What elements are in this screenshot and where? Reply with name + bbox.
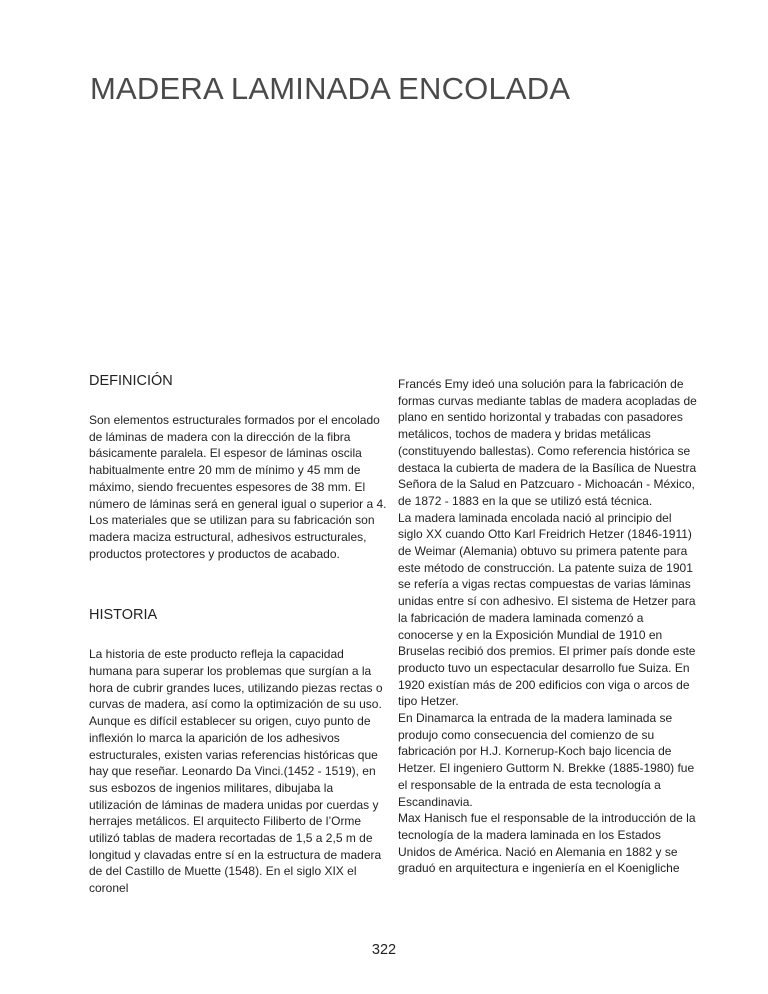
section-heading-historia: HISTORIA	[89, 607, 158, 624]
paragraph: Los materiales que se utilizan para su fabricación son madera maciza estructural, adhesivos estructurales, productos protectores y productos de acabado.	[89, 513, 375, 561]
paragraph: En Dinamarca la entrada de la madera laminada se produjo como consecuencia del comienzo de su fabricación por H.J. Kornerup-Koch bajo licencia de Hetzer. El ingeniero Guttorm N. Brekke (1885-1980) fue el responsable de la entrada de esta tecnología a Escandinavia.	[398, 711, 695, 809]
paragraph: La madera laminada encolada nació al principio del siglo XX cuando Otto Karl Freidrich Hetzer (1846-1911) de Weimar (Alemania) obtuvo su primera patente para este método de construcción. La patente suiza de 1901 se refería a vigas rectas compuestas de varias láminas unidas entre sí con adhesivo. El sistema de Hetzer para la fabricación de madera laminada comenzó a conocerse y en la Exposición Mundial de 1910 en Bruselas recibió dos premios. El primer país donde este producto tuvo un espectacular desarrollo fue Suiza. En 1920 existían más de 200 edificios con viga o arcos de tipo Hetzer.	[398, 510, 696, 709]
section-heading-definicion: DEFINICIÓN	[89, 373, 173, 389]
paragraph: Son elementos estructurales formados por el encolado de láminas de madera con la dirección de la fibra básicamente paralela. El espesor de láminas oscila habitualmente entre 20 mm de mínimo y 45 mm de máximo, siendo frecuentes espesores de 38 mm. El número de láminas será en general igual o superior a 4.	[89, 413, 387, 511]
paragraph: La historia de este producto refleja la capacidad humana para superar los problemas que surgían a la hora de cubrir grandes luces, utilizando piezas rectas o curvas de madera, así como la optimización de su uso. Aunque es difícil establecer su origen, cuyo punto de inflexión lo marca la aparición de los adhesivos estructurales, existen varias referencias históricas que hay que reseñar. Leonardo Da Vinci.(1452 - 1519), en sus esbozos de ingenios militares, dibujaba la utilización de láminas de madera unidas por cuerdas y herrajes metálicos. El arquitecto Filiberto de l’Orme utilizó tablas de madera recortadas de 1,5 a 2,5 m de longitud y clavadas entre sí en la estructura de madera de del Castillo de Muette (1548). En el siglo XIX el coronel	[89, 647, 383, 896]
page-title: MADERA LAMINADA ENCOLADA	[90, 71, 571, 106]
page-number: 322	[371, 942, 397, 958]
historia-text	[89, 646, 389, 897]
historia-continued-text	[398, 376, 698, 877]
right-column	[398, 376, 698, 877]
definicion-text	[89, 412, 389, 562]
paragraph: Francés Emy ideó una solución para la fabricación de formas curvas mediante tablas de madera acopladas de plano en sentido horizontal y trabadas con pasadores metálicos, tochos de madera y bridas metálicas (constituyendo ballestas). Como referencia histórica se destaca la cubierta de madera de la Basílica de Nuestra Señora de la Salud en Patzcuaro - Michoacán - México, de 1872 - 1883 en la que se utilizó está técnica.	[398, 377, 697, 508]
paragraph: Max Hanisch fue el responsable de la introducción de la tecnología de la madera laminada en los Estados Unidos de América. Nació en Alemania en 1882 y se graduó en arquitectura e ingeniería en el Koenigliche	[398, 811, 696, 876]
left-column	[89, 372, 389, 897]
